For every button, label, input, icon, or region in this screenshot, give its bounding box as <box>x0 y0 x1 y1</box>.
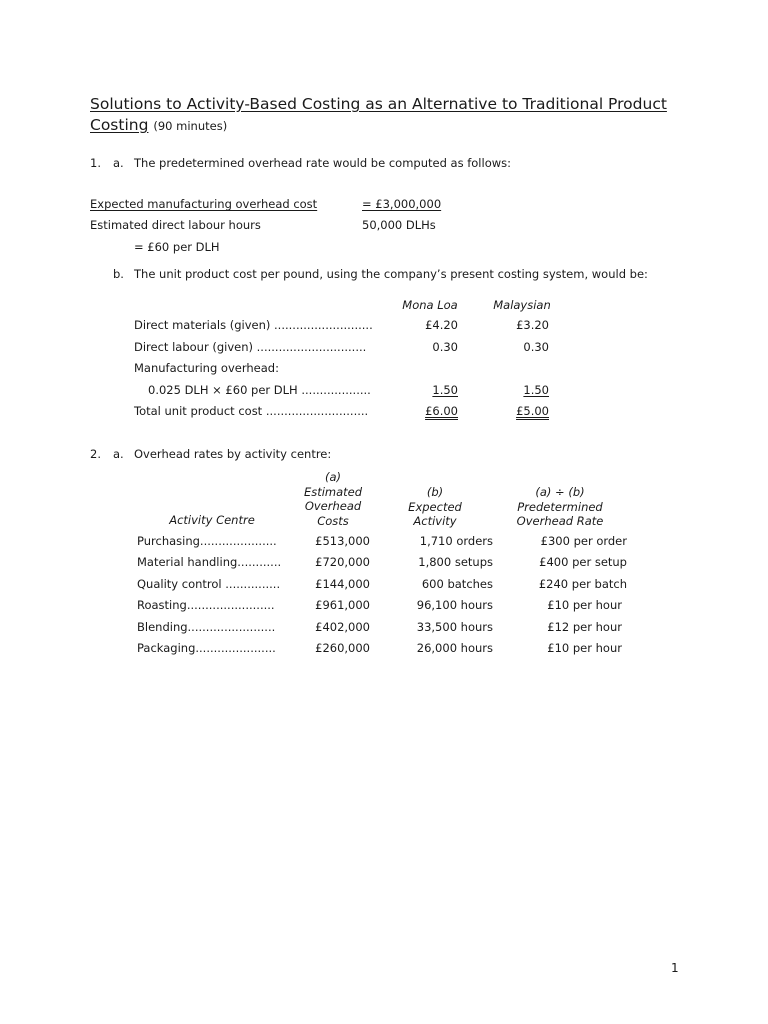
q1b-text: The unit product cost per pound, using the company’s present costing system, would be: <box>134 267 648 281</box>
activity-expected: 1,710 orders <box>419 534 493 548</box>
q1a-label: a. <box>113 156 124 170</box>
calc-result: = £60 per DLH <box>134 240 220 254</box>
activity-centre: Packaging...................... <box>137 641 276 655</box>
activity-expected: 26,000 hours <box>416 641 493 655</box>
q1b-label: b. <box>113 267 124 281</box>
activity-cost: £144,000 <box>315 577 370 591</box>
unit-cost-row-label: Direct labour (given) .............................. <box>134 340 367 354</box>
activity-cost: £260,000 <box>315 641 370 655</box>
title-text: Solutions to Activity-Based Costing as an Alternative to Traditional Product Costing <box>90 95 667 134</box>
col-header-malaysian: Malaysian <box>493 298 551 312</box>
activity-cost: £513,000 <box>315 534 370 548</box>
col-header-mona-loa: Mona Loa <box>402 298 458 312</box>
activity-centre: Blending........................ <box>137 620 276 634</box>
q1a-text: The predetermined overhead rate would be computed as follows: <box>134 156 511 170</box>
q2a-text: Overhead rates by activity centre: <box>134 447 332 461</box>
activity-header-cost: (a) Estimated Overhead Costs <box>303 470 363 528</box>
title-duration: (90 minutes) <box>153 119 228 133</box>
activity-rate: £12 per hour <box>547 620 622 634</box>
unit-cost-mona-loa: 0.30 <box>432 340 458 354</box>
unit-cost-row-label: Direct materials (given) ........................... <box>134 318 373 332</box>
page-title <box>90 94 690 137</box>
activity-rate: £400 per setup <box>539 555 627 569</box>
activity-cost: £402,000 <box>315 620 370 634</box>
activity-centre: Roasting........................ <box>137 598 275 612</box>
q2-number: 2. <box>90 447 101 461</box>
q1-number: 1. <box>90 156 101 170</box>
activity-rate: £10 per hour <box>547 641 622 655</box>
activity-cost: £720,000 <box>315 555 370 569</box>
q2a-label: a. <box>113 447 124 461</box>
activity-centre: Quality control ............... <box>137 577 281 591</box>
activity-header-rate: (a) ÷ (b) Predetermined Overhead Rate <box>516 485 604 528</box>
activity-header-activity: (b) Expected Activity <box>408 485 462 528</box>
activity-header-centre: Activity Centre <box>169 513 255 527</box>
activity-centre: Material handling............ <box>137 555 282 569</box>
unit-cost-malaysian: £3.20 <box>516 318 549 332</box>
unit-cost-mona-loa-total: £6.00 <box>425 404 458 418</box>
activity-cost: £961,000 <box>315 598 370 612</box>
activity-expected: 96,100 hours <box>416 598 493 612</box>
page-number: 1 <box>671 961 679 975</box>
calc-numerator-label: Expected manufacturing overhead cost <box>90 197 318 211</box>
unit-cost-malaysian-total: £5.00 <box>516 404 549 418</box>
activity-rate: £300 per order <box>540 534 627 548</box>
activity-rate: £240 per batch <box>538 577 627 591</box>
activity-expected: 600 batches <box>421 577 493 591</box>
unit-cost-row-label: Manufacturing overhead: <box>134 361 279 375</box>
calc-denominator-label: Estimated direct labour hours <box>90 218 261 232</box>
unit-cost-row-label: Total unit product cost ............................ <box>134 404 369 418</box>
unit-cost-mona-loa: £4.20 <box>425 318 458 332</box>
calc-denominator-value: 50,000 DLHs <box>362 218 436 232</box>
activity-rate: £10 per hour <box>547 598 622 612</box>
unit-cost-mona-loa: 1.50 <box>432 383 458 397</box>
unit-cost-malaysian: 1.50 <box>523 383 549 397</box>
unit-cost-row-label: 0.025 DLH × £60 per DLH ................... <box>148 383 371 397</box>
calc-numerator-value: = £3,000,000 <box>362 197 442 211</box>
activity-centre: Purchasing..................... <box>137 534 277 548</box>
activity-expected: 1,800 setups <box>418 555 493 569</box>
activity-expected: 33,500 hours <box>416 620 493 634</box>
unit-cost-malaysian: 0.30 <box>523 340 549 354</box>
